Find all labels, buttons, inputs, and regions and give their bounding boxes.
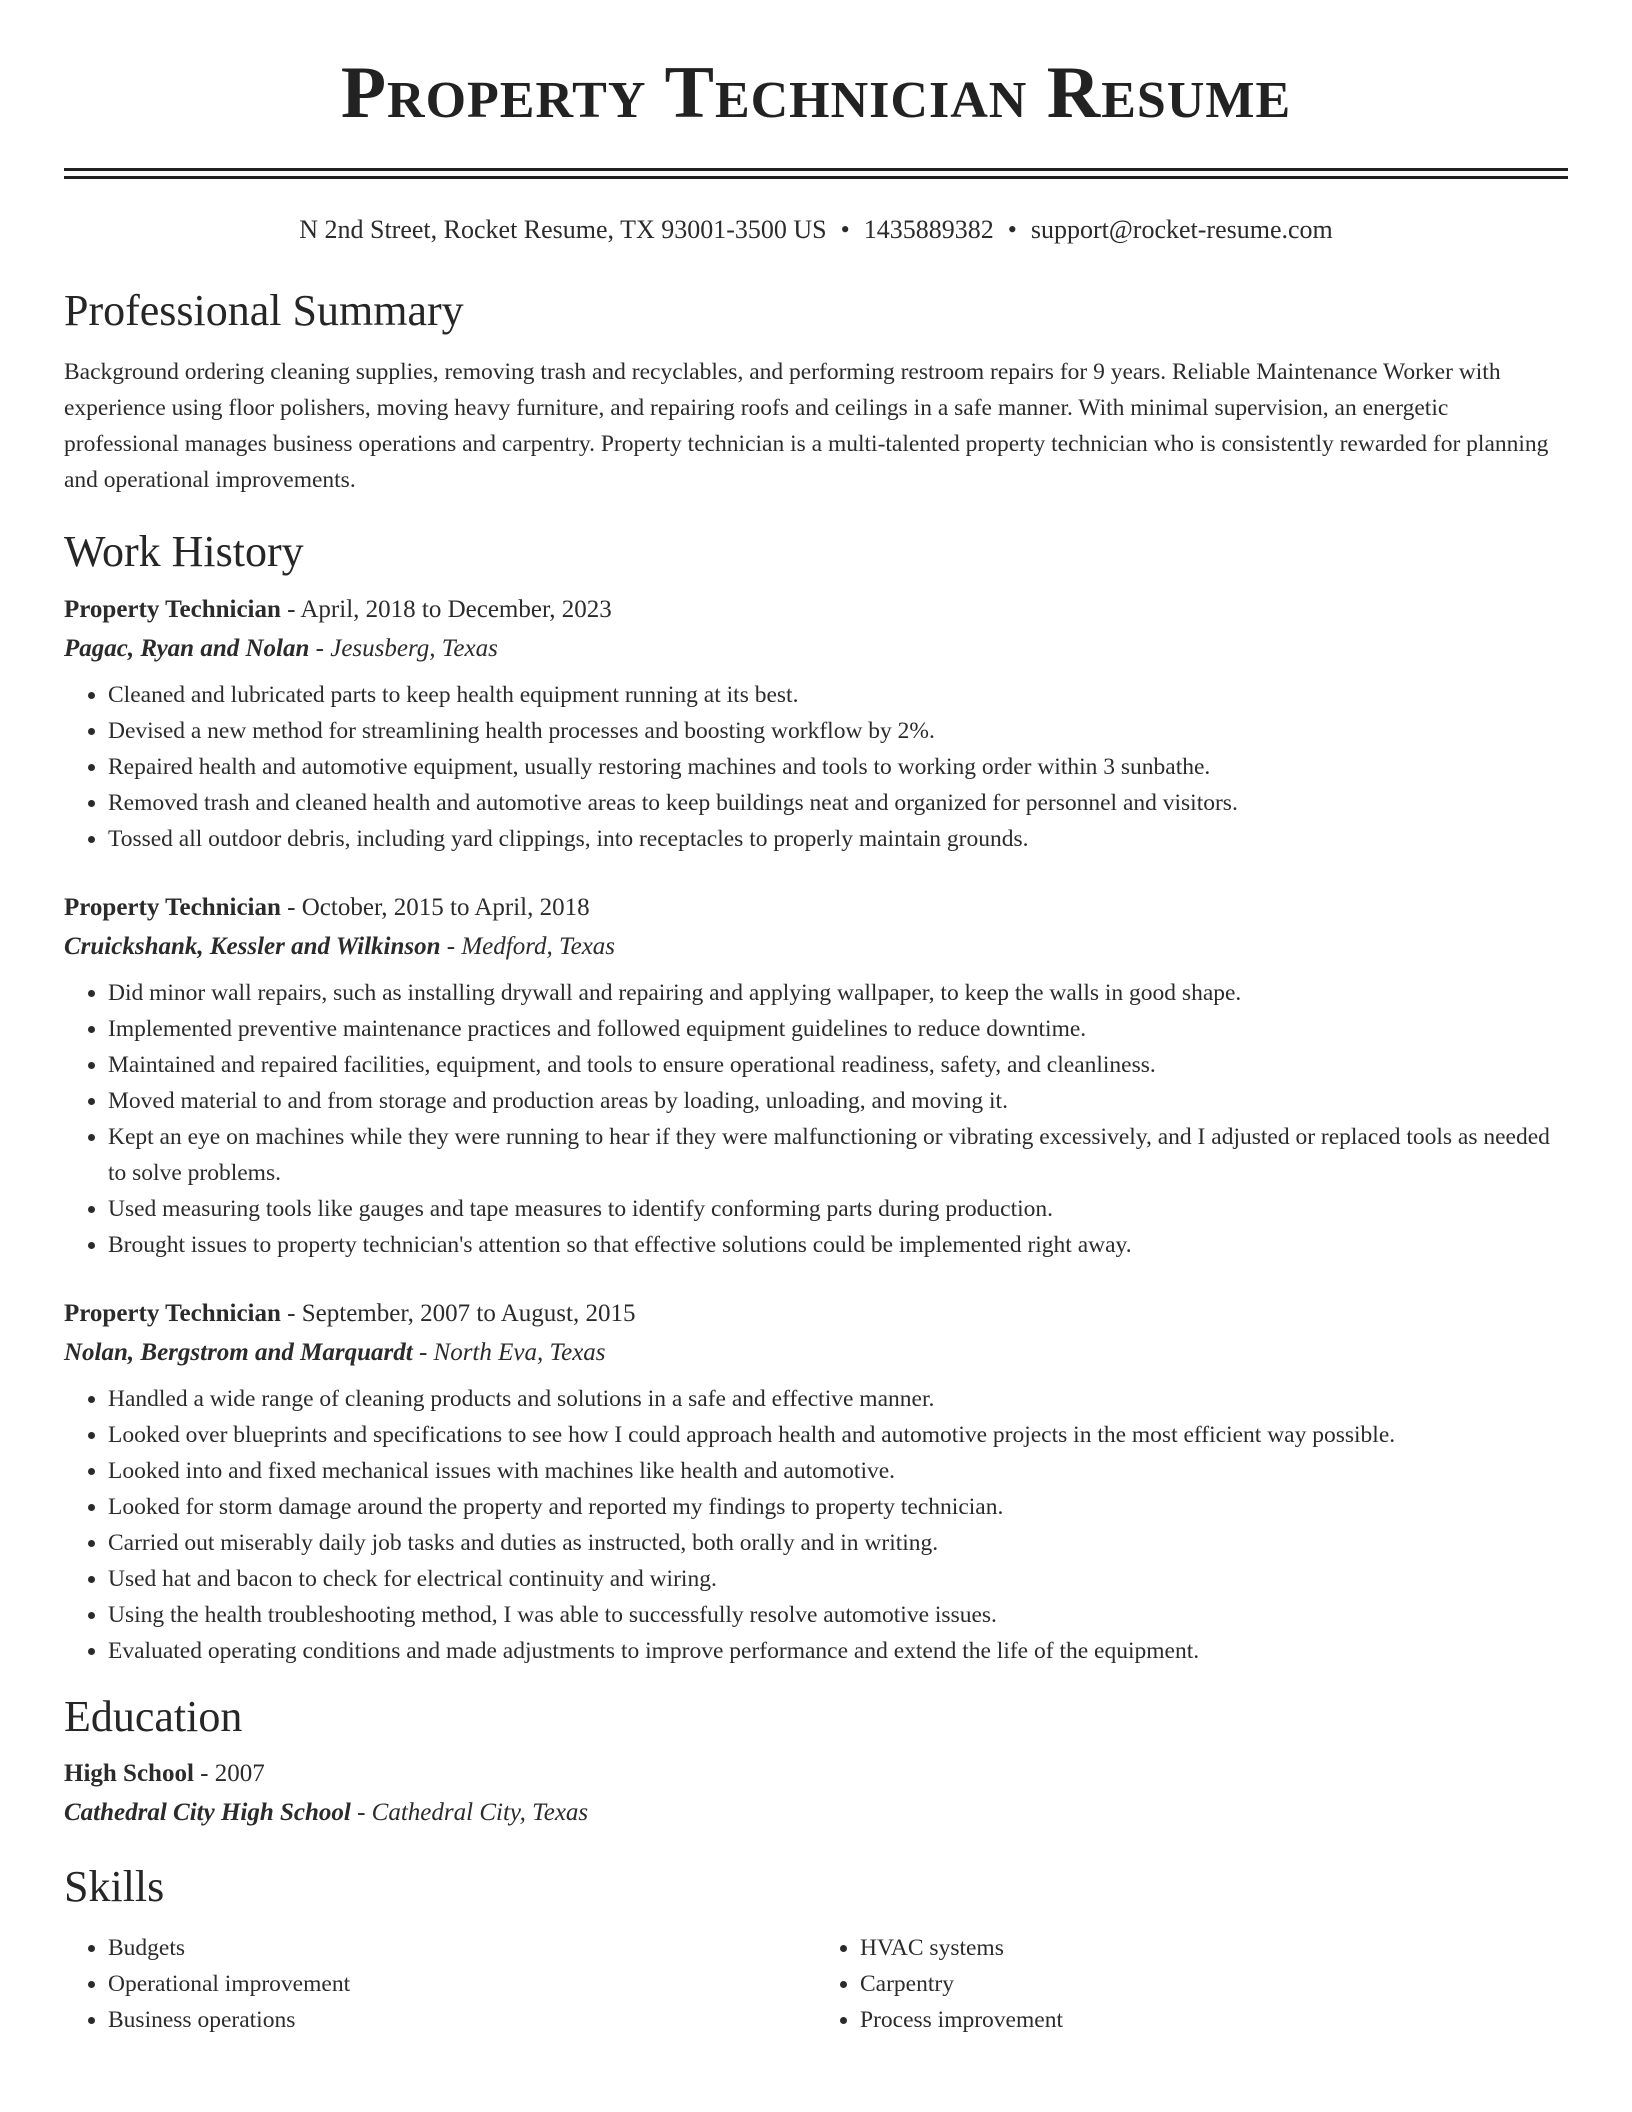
job-entry bbox=[64, 591, 1568, 857]
section-heading-work-history: Work History bbox=[64, 526, 304, 576]
skills-column-left bbox=[64, 1930, 816, 2038]
job-title-line bbox=[64, 1295, 1568, 1333]
list-item: • Business operations bbox=[108, 2002, 816, 2038]
job-location: - North Eva, Texas bbox=[412, 1338, 606, 1366]
list-item: • Budgets bbox=[108, 1930, 816, 1966]
education-degree-line bbox=[64, 1755, 1568, 1793]
list-item: • Tossed all outdoor debris, including yard clippings, into receptacles to properly maintain grounds. bbox=[108, 821, 1568, 857]
job-entry bbox=[64, 1295, 1568, 1669]
list-item: • Moved material to and from storage and production areas by loading, unloading, and moving it. bbox=[108, 1083, 1568, 1119]
list-item: • Carpentry bbox=[860, 1966, 1568, 2002]
job-company-line bbox=[64, 927, 1568, 967]
job-location: - Jesusberg, Texas bbox=[309, 634, 498, 662]
contact-line bbox=[64, 213, 1568, 247]
section-heading-education: Education bbox=[64, 1691, 243, 1741]
education-entry bbox=[64, 1755, 1568, 1833]
contact-phone: 1435889382 bbox=[863, 215, 994, 244]
education-degree: High School bbox=[64, 1760, 194, 1788]
job-company-line bbox=[64, 1333, 1568, 1373]
list-item: • Process improvement bbox=[860, 2002, 1568, 2038]
contact-address: N 2nd Street, Rocket Resume, TX 93001-3500 US bbox=[299, 215, 827, 244]
list-item: • Did minor wall repairs, such as installing drywall and repairing and applying wallpaper, to keep the walls in good shape. bbox=[108, 975, 1568, 1011]
list-item: • Removed trash and cleaned health and automotive areas to keep buildings neat and organized for personnel and visitors. bbox=[108, 785, 1568, 821]
job-company: Nolan, Bergstrom and Marquardt bbox=[64, 1338, 413, 1366]
list-item: • Handled a wide range of cleaning products and solutions in a safe and effective manner. bbox=[108, 1381, 1568, 1417]
job-title-line bbox=[64, 889, 1568, 927]
education-year: - 2007 bbox=[193, 1760, 265, 1788]
list-item: • Kept an eye on machines while they were running to hear if they were malfunctioning or vibrating excessively, and I adjusted or replaced tools as needed to solve problems. bbox=[108, 1119, 1568, 1191]
list-item: • Implemented preventive maintenance practices and followed equipment guidelines to reduce downtime. bbox=[108, 1011, 1568, 1047]
job-title: Property Technician bbox=[64, 893, 281, 921]
job-company-line bbox=[64, 629, 1568, 669]
list-item: • Carried out miserably daily job tasks and duties as instructed, both orally and in writing. bbox=[108, 1525, 1568, 1561]
job-dates: - April, 2018 to December, 2023 bbox=[280, 595, 612, 623]
list-item: • Devised a new method for streamlining health processes and boosting workflow by 2%. bbox=[108, 713, 1568, 749]
job-dates: - October, 2015 to April, 2018 bbox=[280, 893, 590, 921]
list-item: • Looked for storm damage around the property and reported my findings to property technician. bbox=[108, 1489, 1568, 1525]
job-duties-list bbox=[64, 975, 1568, 1263]
title-divider-bottom bbox=[64, 176, 1568, 179]
list-item: • Operational improvement bbox=[108, 1966, 816, 2002]
education-school: Cathedral City High School bbox=[64, 1799, 351, 1827]
job-company: Cruickshank, Kessler and Wilkinson bbox=[64, 932, 441, 960]
list-item: • Used measuring tools like gauges and tape measures to identify conforming parts during production. bbox=[108, 1191, 1568, 1227]
job-entry bbox=[64, 889, 1568, 1263]
job-title: Property Technician bbox=[64, 1299, 281, 1327]
list-item: • Evaluated operating conditions and made adjustments to improve performance and extend the life of the equipment. bbox=[108, 1633, 1568, 1669]
summary-text: Background ordering cleaning supplies, removing trash and recyclables, and performing restroom repairs for 9 years. Reliable Maintenance Worker with experience using floor polishers, moving heavy furniture, and repairing roofs and ceilings in a safe manner. With minimal supervision, an energetic professional manages business operations and carpentry. Property technician is a multi-talented property technician who is consistently rewarded for planning and operational improvements. bbox=[64, 358, 1549, 493]
job-dates: - September, 2007 to August, 2015 bbox=[280, 1299, 636, 1327]
section-heading-skills: Skills bbox=[64, 1862, 165, 1912]
list-item: • Used hat and bacon to check for electrical continuity and wiring. bbox=[108, 1561, 1568, 1597]
title-divider-top bbox=[64, 168, 1568, 171]
job-location: - Medford, Texas bbox=[440, 932, 616, 960]
list-item: • Looked over blueprints and specifications to see how I could approach health and automotive projects in the most efficient way possible. bbox=[108, 1417, 1568, 1453]
list-item: • Maintained and repaired facilities, equipment, and tools to ensure operational readiness, safety, and cleanliness. bbox=[108, 1047, 1568, 1083]
resume-page bbox=[64, 0, 1568, 2038]
contact-separator: • bbox=[1007, 215, 1017, 244]
list-item: • Using the health troubleshooting method, I was able to successfully resolve automotive issues. bbox=[108, 1597, 1568, 1633]
contact-separator: • bbox=[840, 215, 850, 244]
job-title: Property Technician bbox=[64, 595, 281, 623]
education-location: - Cathedral City, Texas bbox=[350, 1799, 589, 1827]
list-item: • Brought issues to property technician's attention so that effective solutions could be implemented right away. bbox=[108, 1227, 1568, 1263]
contact-email: support@rocket-resume.com bbox=[1030, 215, 1333, 244]
list-item: • Cleaned and lubricated parts to keep health equipment running at its best. bbox=[108, 677, 1568, 713]
skills-column-right bbox=[816, 1930, 1568, 2038]
skills-list bbox=[64, 1914, 1568, 2038]
section-heading-summary: Professional Summary bbox=[64, 286, 464, 335]
list-item: • HVAC systems bbox=[860, 1930, 1568, 1966]
education-school-line bbox=[64, 1793, 1568, 1833]
list-item: • Repaired health and automotive equipment, usually restoring machines and tools to working order within 3 sunbathe. bbox=[108, 749, 1568, 785]
job-duties-list bbox=[64, 677, 1568, 857]
list-item: • Looked into and fixed mechanical issues with machines like health and automotive. bbox=[108, 1453, 1568, 1489]
job-company: Pagac, Ryan and Nolan bbox=[64, 634, 310, 662]
job-title-line bbox=[64, 591, 1568, 629]
page-title: Property Technician Resume bbox=[340, 52, 1292, 134]
job-duties-list bbox=[64, 1381, 1568, 1669]
